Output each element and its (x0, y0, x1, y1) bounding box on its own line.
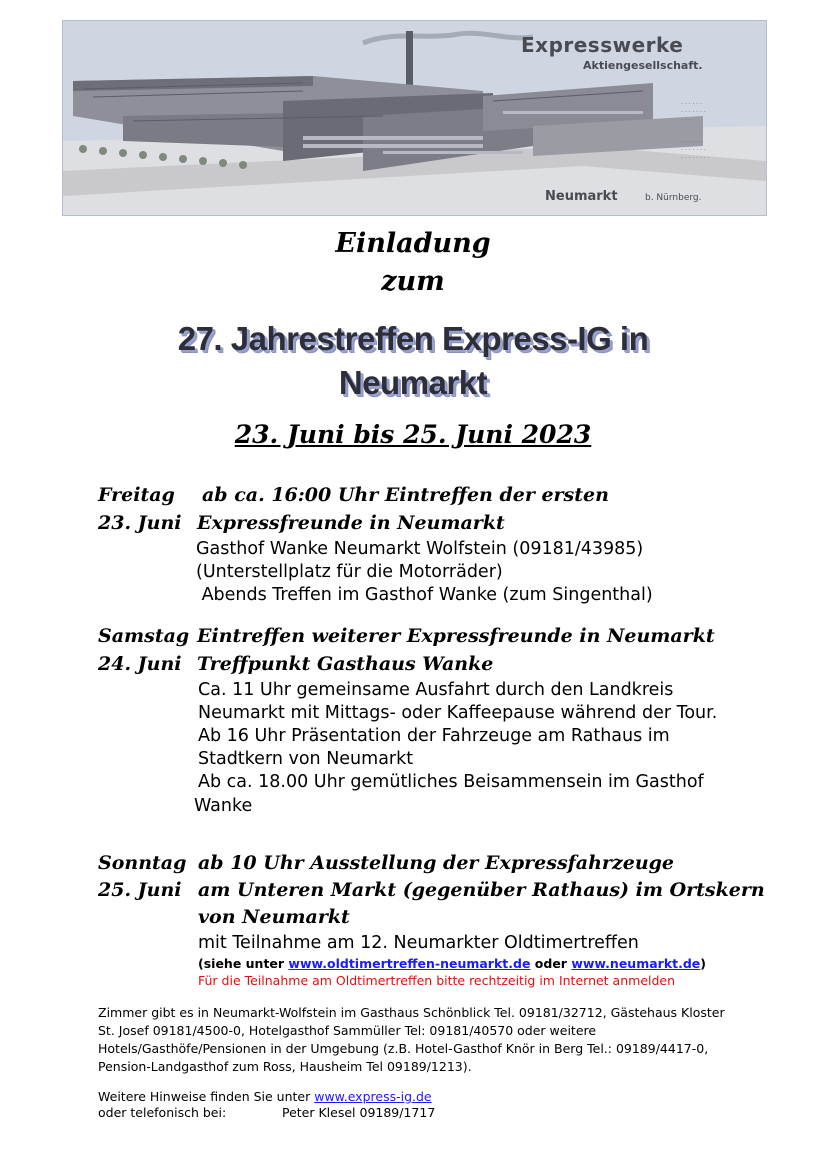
rooms-line: Hotels/Gasthöfe/Pensionen in der Umgebung (z.B. Hotel-Gasthof Knör in Berg Tel.: 09189/4417-0, (98, 1041, 709, 1056)
invitation-heading: Einladung (335, 228, 491, 259)
sunday-line1: ab 10 Uhr Ausstellung der Expressfahrzeuge (198, 852, 675, 874)
saturday-line1: Eintreffen weiterer Expressfreunde in Neumarkt (197, 625, 715, 647)
neumarkt-link[interactable]: www.neumarkt.de (571, 956, 701, 971)
rooms-line: St. Josef 09181/4500-0, Hotelgasthof Sammüller Tel: 09181/40570 oder weitere (98, 1023, 597, 1038)
rooms-line: Pension-Landgasthof zum Ross, Hausheim Tel 09189/1213). (98, 1059, 472, 1074)
sunday-links (198, 956, 706, 971)
phone-contact: Peter Klesel 09189/1717 (282, 1105, 436, 1120)
event-title-line2: Neumarkt (338, 364, 488, 401)
company-city-suffix: b. Nürnberg. (645, 193, 702, 203)
see-suffix: ) (700, 956, 707, 971)
saturday-date: 24. Juni (98, 653, 182, 675)
company-city: Neumarkt (545, 189, 618, 204)
rooms-line: Zimmer gibt es in Neumarkt-Wolfstein im Gasthaus Schönblick Tel. 09181/32712, Gästehaus Kloster (98, 1005, 725, 1020)
oldtimer-link[interactable]: www.oldtimertreffen-neumarkt.de (288, 956, 531, 971)
company-name: Expresswerke (521, 33, 684, 57)
see-prefix: (siehe unter (198, 956, 289, 971)
event-title-line1: 27. Jahrestreffen Express-IG in (177, 320, 649, 357)
friday-detail: (Unterstellplatz für die Motorräder) (196, 562, 503, 582)
saturday-detail: Wanke (194, 796, 253, 816)
sunday-detail: mit Teilnahme am 12. Neumarkter Oldtimertreffen (198, 933, 639, 953)
friday-detail: Abends Treffen im Gasthof Wanke (zum Singenthal) (196, 585, 653, 605)
invitation-subheading: zum (381, 266, 445, 297)
registration-note: Für die Teilnahme am Oldtimertreffen bitte rechtzeitig im Internet anmelden (198, 973, 676, 988)
fine-print: · · · · · · · · · · · · · · · · · · · · · (681, 139, 710, 162)
saturday-detail: Stadtkern von Neumarkt (198, 749, 414, 769)
factory-illustration (62, 20, 767, 216)
saturday-day: Samstag (98, 625, 190, 647)
friday-line1: ab ca. 16:00 Uhr Eintreffen der ersten (202, 484, 609, 506)
hint-prefix: Weitere Hinweise finden Sie unter (98, 1089, 315, 1104)
saturday-detail: Neumarkt mit Mittags- oder Kaffeepause während der Tour. (198, 703, 718, 723)
express-ig-link[interactable]: www.express-ig.de (314, 1089, 432, 1104)
phone-label: oder telefonisch bei: (98, 1105, 227, 1120)
friday-date: 23. Juni (98, 512, 182, 534)
sunday-day: Sonntag (98, 852, 187, 874)
sunday-date: 25. Juni (98, 879, 182, 901)
friday-line2: Expressfreunde in Neumarkt (197, 512, 505, 534)
saturday-detail: Ab 16 Uhr Präsentation der Fahrzeuge am Rathaus im (198, 726, 670, 746)
saturday-detail: Ca. 11 Uhr gemeinsame Ausfahrt durch den Landkreis (198, 680, 674, 700)
sunday-line3: von Neumarkt (198, 906, 350, 928)
saturday-line2: Treffpunkt Gasthaus Wanke (197, 653, 494, 675)
saturday-detail: Ab ca. 18.00 Uhr gemütliches Beisammensein im Gasthof (198, 772, 704, 792)
event-dates: 23. Juni bis 25. Juni 2023 (234, 420, 592, 449)
company-subtitle: Aktiengesellschaft. (583, 59, 703, 72)
friday-day: Freitag (98, 484, 175, 506)
friday-detail: Gasthof Wanke Neumarkt Wolfstein (09181/43985) (196, 539, 644, 559)
sunday-line2: am Unteren Markt (gegenüber Rathaus) im Ortskern (198, 879, 765, 901)
fine-print: · · · · · · · · · · · · · · · · (681, 101, 706, 124)
see-mid: oder (530, 956, 572, 971)
